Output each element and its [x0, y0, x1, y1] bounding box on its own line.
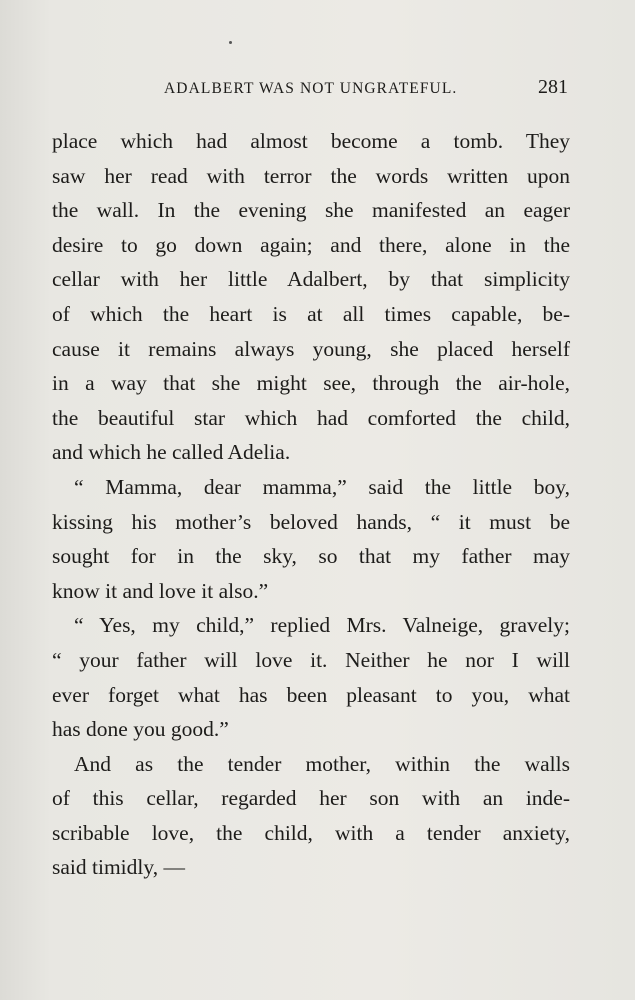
paragraph-1	[52, 124, 570, 470]
text-line: “ your father will love it. Neither he nor I will	[52, 647, 570, 672]
text-line: desire to go down again; and there, alone in the	[52, 232, 570, 257]
ink-speck	[229, 41, 232, 44]
running-head: ADALBERT WAS NOT UNGRATEFUL.	[164, 80, 458, 97]
text-line: know it and love it also.”	[52, 578, 269, 603]
text-line: And as the tender mother, within the walls	[74, 751, 570, 776]
body-text	[52, 124, 570, 885]
text-line: saw her read with terror the words written upon	[52, 163, 570, 188]
text-line: said timidly, —	[52, 855, 185, 880]
text-line: “ Yes, my child,” replied Mrs. Valneige, gravely;	[74, 613, 570, 638]
text-line: and which he called Adelia.	[52, 440, 291, 465]
text-line: the beautiful star which had comforted the child,	[52, 405, 570, 430]
paragraph-3	[52, 608, 570, 746]
text-line: scribable love, the child, with a tender anxiety,	[52, 820, 570, 845]
page-header	[52, 76, 570, 104]
paragraph-4	[52, 747, 570, 885]
text-line: cause it remains always young, she placed herself	[52, 336, 570, 361]
text-line: of which the heart is at all times capable, be-	[52, 301, 570, 326]
text-line: has done you good.”	[52, 717, 229, 742]
text-line: in a way that she might see, through the air-hole,	[52, 371, 570, 396]
text-line: cellar with her little Adalbert, by that simplicity	[52, 267, 570, 292]
text-line: the wall. In the evening she manifested an eager	[52, 198, 570, 223]
text-line: place which had almost become a tomb. They	[52, 129, 570, 153]
text-line: ever forget what has been pleasant to you, what	[52, 682, 570, 707]
text-line: “ Mamma, dear mamma,” said the little boy,	[74, 474, 570, 499]
text-line: kissing his mother’s beloved hands, “ it must be	[52, 509, 570, 534]
text-line: sought for in the sky, so that my father may	[52, 544, 570, 569]
paragraph-2	[52, 470, 570, 608]
text-line: of this cellar, regarded her son with an inde-	[52, 786, 570, 811]
page-number: 281	[538, 76, 568, 98]
